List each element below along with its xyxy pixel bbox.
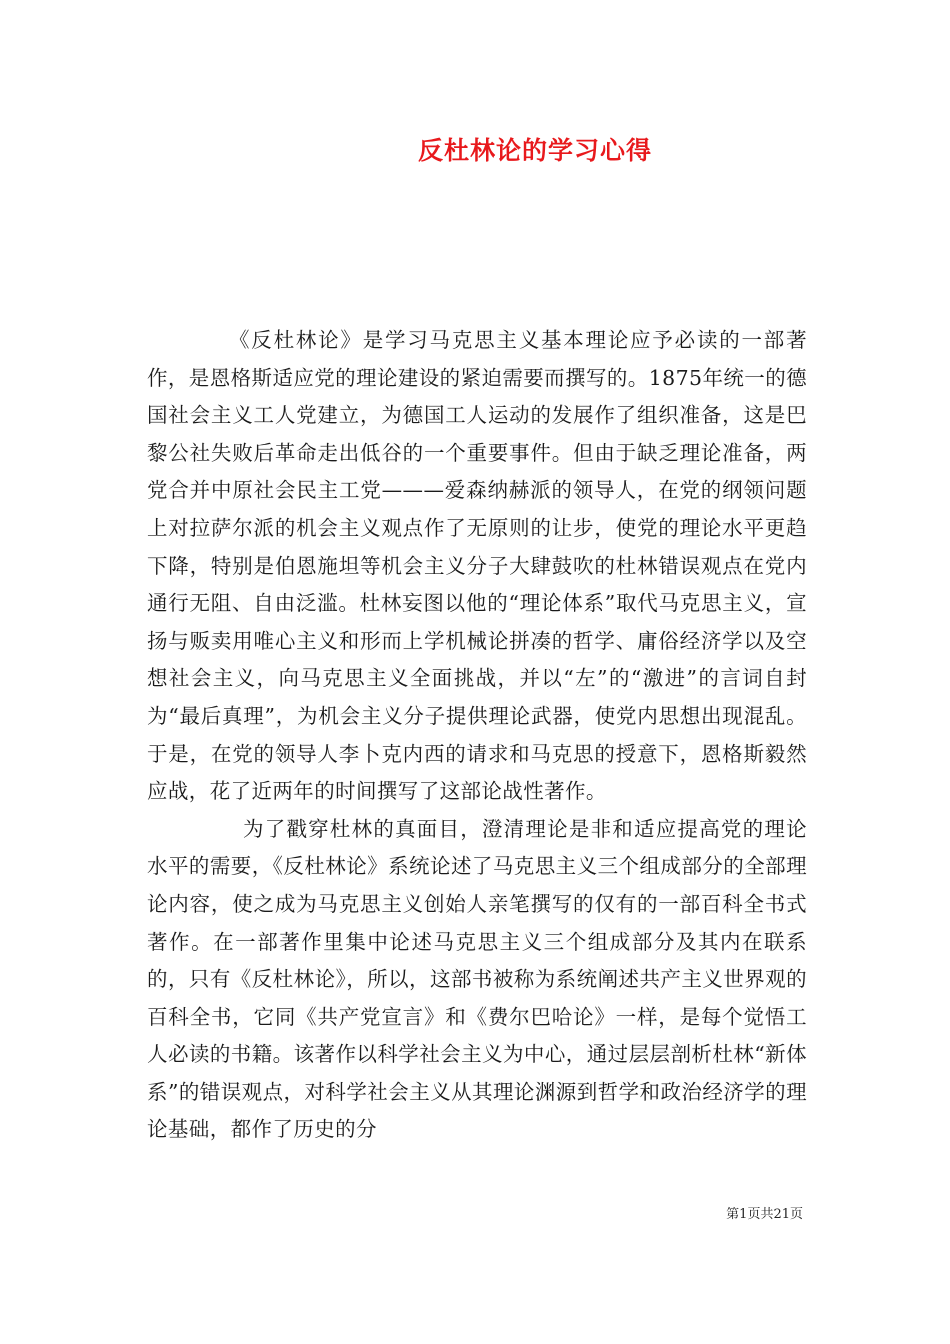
document-title: 反杜林论的学习心得: [417, 136, 652, 165]
paragraph-1: 《反杜林论》是学习马克思主义基本理论应予必读的一部著作，是恩格斯适应党的理论建设的紧迫需要而撰写的。1875年统一的德国社会主义工人党建立，为德国工人运动的发展作了组织准备，这是巴黎公社失败后革命走出低谷的一个重要事件。但由于缺乏理论准备，两党合并中原社会民主工党———爱森纳赫派的领导人，在党的纲领问题上对拉萨尔派的机会主义观点作了无原则的让步，使党的理论水平更趋下降，特别是伯恩施坦等机会主义分子大肆鼓吹的杜林错误观点在党内通行无阻、自由泛滥。杜林妄图以他的“理论体系”取代马克思主义，宣扬与贩卖用唯心主义和形而上学机械论拼凑的哲学、庸俗经济学以及空想社会主义，向马克思主义全面挑战，并以“左”的“激进”的言词自封为“最后真理”，为机会主义分子提供理论武器，使党内思想出现混乱。于是，在党的领导人李卜克内西的请求和马克思的授意下，恩格斯毅然应战，花了近两年的时间撰写了这部论战性著作。: [147, 328, 807, 804]
page-number-footer: 第1页共21页: [726, 1207, 803, 1222]
paragraph-2: 为了戳穿杜林的真面目，澄清理论是非和适应提高党的理论水平的需要，《反杜林论》系统论述了马克思主义三个组成部分的全部理论内容，使之成为马克思主义创始人亲笔撰写的仅有的一部百科全书式著作。在一部著作里集中论述马克思主义三个组成部分及其内在联系的，只有《反杜林论》，所以，这部书被称为系统阐述共产主义世界观的百科全书，它同《共产党宣言》和《费尔巴哈论》一样，是每个觉悟工人必读的书籍。该著作以科学社会主义为中心，通过层层剖析杜林“新体系”的错误观点，对科学社会主义从其理论渊源到哲学和政治经济学的理论基础，都作了历史的分: [147, 816, 807, 1142]
document-body: [147, 322, 807, 1149]
